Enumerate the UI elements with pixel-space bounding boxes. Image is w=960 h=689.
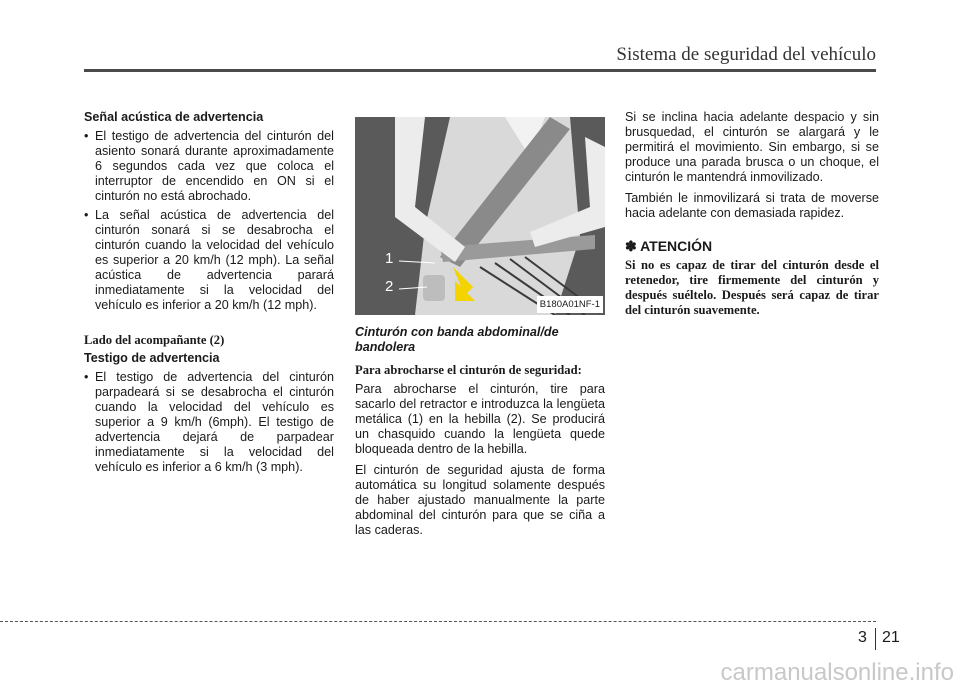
watermark: carmanualsonline.info bbox=[720, 659, 954, 686]
paragraph: El cinturón de seguridad ajusta de forma automática su longitud solamente después de haber ajustado manualmente la parte abdominal del cinturón para que se ciña a las caderas. bbox=[355, 463, 605, 537]
paragraph: Para abrocharse el cinturón, tire para sacarlo del retractor e introduzca la lengüeta metálica (1) en la hebilla (2). Se producirá un chasquido cuando la lengüeta quede bloqueada dentro de la hebilla. bbox=[355, 382, 605, 456]
figure-code: B180A01NF-1 bbox=[537, 296, 603, 313]
heading-warning-light: Testigo de advertencia bbox=[84, 351, 220, 365]
paragraph: Si se inclina hacia adelante despacio y sin brusquedad, el cinturón se alargará y le permitirá el movimiento. Sin embargo, si se produce una parada brusca o un choque, el cinturón le mantendrá inmovilizado. bbox=[625, 110, 879, 184]
column-left bbox=[84, 110, 334, 479]
attention-body: Si no es capaz de tirar del cinturón desde el retenedor, tire firmemente del cinturón y después suéltelo. Después será capaz de tirar del cinturón suavemente. bbox=[625, 258, 879, 317]
page-header-title: Sistema de seguridad del vehículo bbox=[616, 44, 876, 65]
subheading-fasten: Para abrocharse el cinturón de seguridad: bbox=[355, 363, 582, 377]
paragraph: También le inmovilizará si trata de moverse hacia adelante con demasiada rapidez. bbox=[625, 191, 879, 220]
page-number-divider bbox=[875, 628, 876, 650]
figure-label-buckle: 2 bbox=[385, 278, 394, 295]
header-rule bbox=[84, 69, 876, 72]
figure-label-tongue: 1 bbox=[385, 250, 394, 267]
heading-acoustic-signal: Señal acústica de advertencia bbox=[84, 110, 264, 124]
bullet-item: • El testigo de advertencia del cinturón del asiento sonará durante aproximadamente 6 segundos cada vez que coloca el interruptor de encendido en ON si el cinturón no está abrochado. bbox=[84, 129, 334, 204]
seatbelt-illustration bbox=[355, 117, 605, 315]
bullet-item: • La señal acústica de advertencia del cinturón sonará si se desabrocha el cinturón cuando la velocidad del vehículo es superior a 20 km/h (12 mph). La señal acústica de advertencia parará inmediatamente si la velocidad del vehículo es inferior a 20 km/h (12 mph). bbox=[84, 208, 334, 313]
footer-rule bbox=[0, 621, 876, 622]
bullet-list-warning bbox=[84, 370, 334, 475]
attention-heading: ✽ ATENCIÓN bbox=[625, 238, 713, 254]
heading-passenger-side: Lado del acompañante (2) bbox=[84, 333, 225, 347]
bullet-list-acoustic bbox=[84, 129, 334, 313]
figure-caption: Cinturón con banda abdominal/de bandolera bbox=[355, 325, 559, 354]
bullet-item: • El testigo de advertencia del cinturón parpadeará si se desabrocha el cinturón cuando la velocidad del vehículo es superior a 9 km/h (6mph). El testigo de advertencia dejará de parpadear inmediatamente si la velocidad del vehículo es inferior a 6 km/h (3 mph). bbox=[84, 370, 334, 475]
chapter-number: 3 bbox=[858, 629, 867, 646]
column-middle bbox=[355, 114, 605, 544]
column-right bbox=[625, 110, 879, 318]
page-number: 21 bbox=[882, 629, 900, 646]
